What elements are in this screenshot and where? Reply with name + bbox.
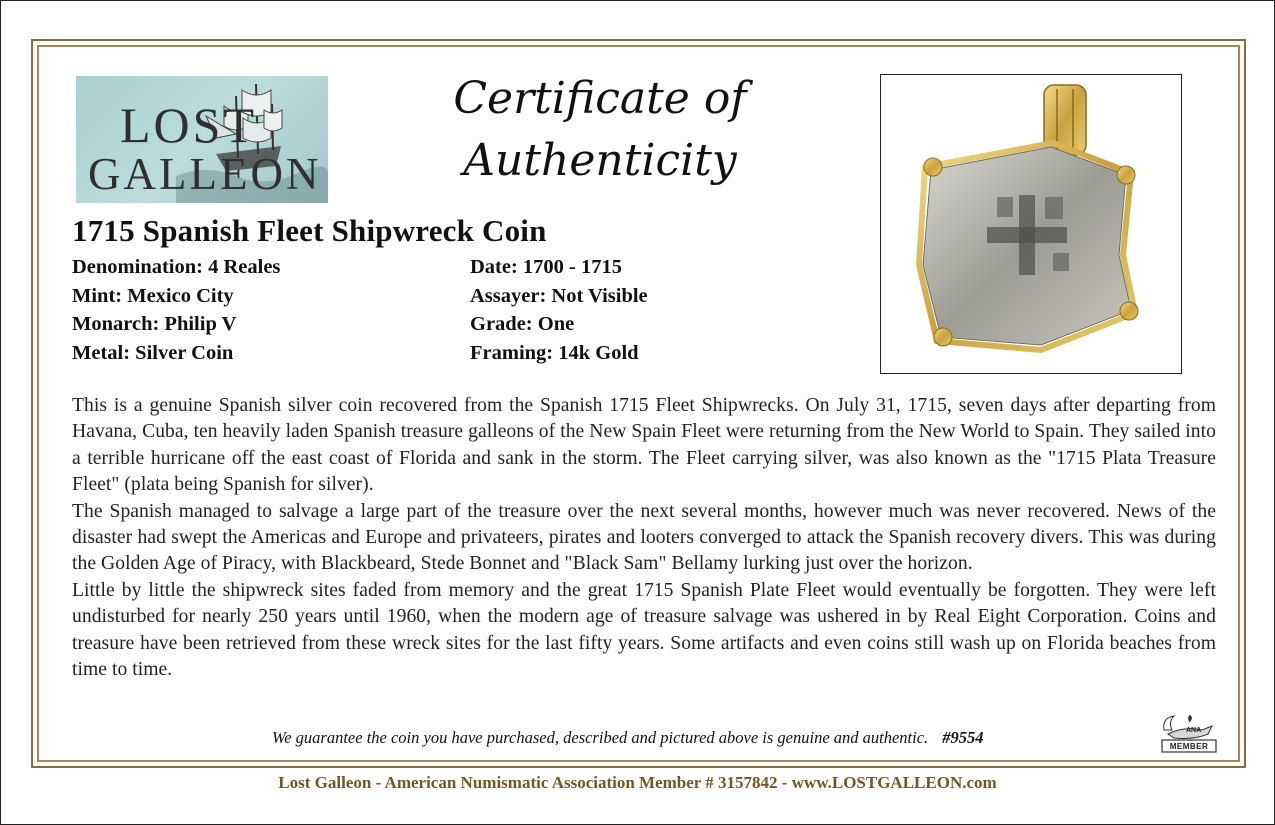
badge-label-top: ANA — [1186, 727, 1202, 734]
spec-monarch: Monarch: Philip V — [72, 313, 237, 335]
guarantee-text: We guarantee the coin you have purchased, described and pictured above is genuine and authentic. — [272, 728, 929, 747]
spec-denomination: Denomination: 4 Reales — [72, 256, 281, 278]
coin-description — [72, 393, 1216, 683]
spec-date: Date: 1700 - 1715 — [470, 256, 623, 278]
description-paragraph-3: Little by little the shipwreck sites faded from memory and the great 1715 Spanish Plate Fleet would eventually be forgotten. They were left undisturbed for nearly 250 years until 1960, when the modern age of treasure salvage was ushered in by Real Eight Corporation. Coins and treasure have been retrieved from these wreck sites for the last fifty years. Some artifacts and even coins still wash up on Florida beaches from time to time. — [72, 579, 1216, 681]
coin-specs-left — [72, 253, 280, 367]
certificate-title — [440, 68, 760, 192]
lost-galleon-logo — [76, 76, 328, 203]
footer-line: Lost Galleon - American Numismatic Association Member # 3157842 - www.LOSTGALLEON.com — [278, 773, 997, 792]
spec-assayer: Assayer: Not Visible — [470, 284, 648, 307]
spec-mint: Mint: Mexico City — [72, 284, 234, 307]
logo-text-lost: LOST — [120, 97, 257, 153]
description-paragraph-2: The Spanish managed to salvage a large part of the treasure over the next several months, however much was never recovered. News of the disaster had swept the Americas and Europe and privateers, pirates and looters converged to attack the Spanish recovery divers. This was during the Golden Age of Piracy, with Blackbeard, Stede Bonnet and "Black Sam" Bellamy lurking just over the horizon. — [72, 500, 1216, 575]
spec-framing: Framing: 14k Gold — [470, 341, 639, 364]
coin-specs-right — [470, 253, 648, 367]
coin-title: 1715 Spanish Fleet Shipwreck Coin — [72, 213, 547, 248]
spec-metal: Metal: Silver Coin — [72, 341, 234, 364]
certificate-title-line1: Certificate of — [453, 73, 747, 124]
spec-grade: Grade: One — [470, 313, 575, 335]
coin-pendant-icon — [881, 75, 1181, 373]
guarantee-statement — [272, 728, 983, 748]
logo-text-galleon: GALLEON — [88, 149, 322, 199]
certificate-number: #9554 — [942, 728, 984, 747]
certificate-title-line2: Authenticity — [463, 135, 737, 186]
description-paragraph-1: This is a genuine Spanish silver coin recovered from the Spanish 1715 Fleet Shipwrecks. On July 31, 1715, seven days after departing from Havana, Cuba, ten heavily laden Spanish treasure galleons of the New Spain Fleet were returning from the New World to Spain. They sailed into a terrible hurricane off the east coast of Florida and sank in the storm. The Fleet carrying silver, was also known as the "1715 Plata Treasure Fleet" (plata being Spanish for silver). — [72, 395, 1216, 496]
ana-member-badge — [1154, 708, 1220, 756]
coin-pendant-image — [880, 74, 1182, 374]
badge-label-bottom: MEMBER — [1169, 742, 1209, 751]
